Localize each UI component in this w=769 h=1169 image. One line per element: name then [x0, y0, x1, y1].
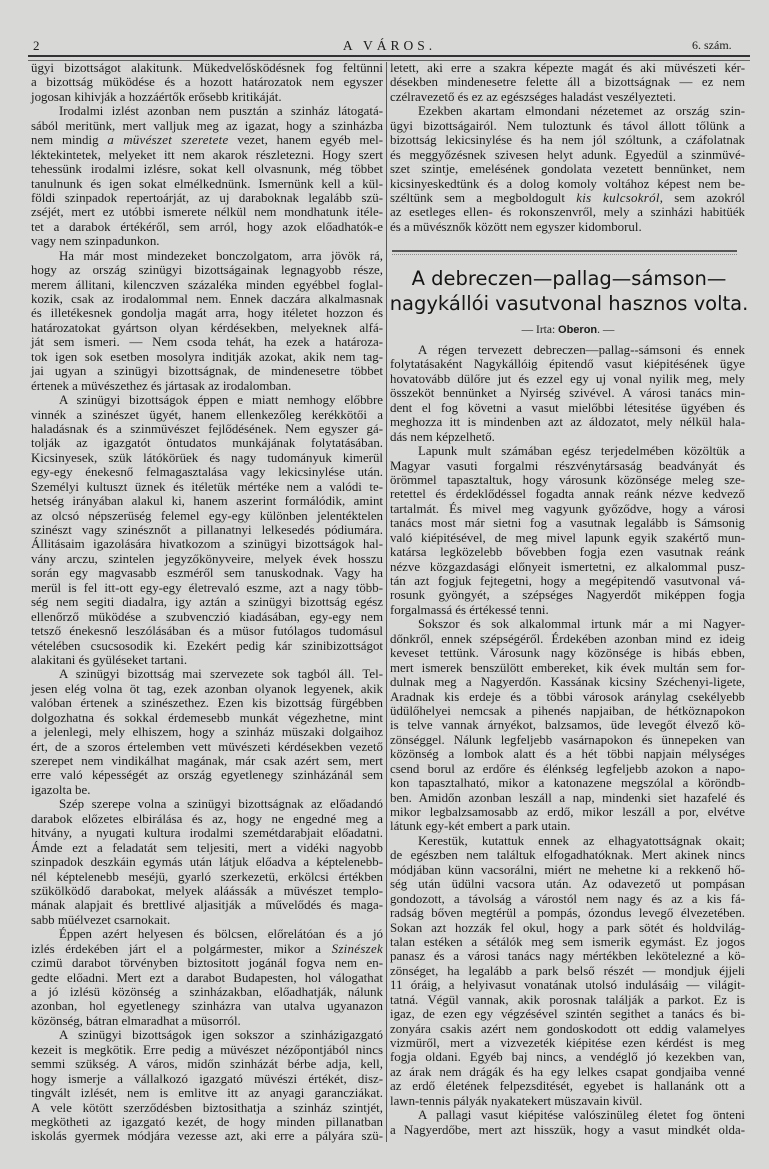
emphasized-text: a müvészet szeretete	[107, 133, 229, 148]
text-line: közönség, bátran elmaradhat a müsorról.	[31, 1013, 241, 1028]
text-line: Lapunk mult számában egész terjedelmében közöltük a	[418, 444, 745, 459]
text-line: során egy magvasabb eszméről sem tanuskodnak. Vagy ha	[31, 566, 383, 581]
text-line: dőnkről, ennek szépségéről. Érdekében azonban mind ez ideig	[390, 631, 745, 646]
text-line: igazolta be.	[31, 782, 91, 797]
text-line: a jó izlésü közönség a szinházakban, előadhatják, nálunk	[31, 985, 383, 999]
text-line: a bizottság müködése és a hozott határozatok nem egyszer	[31, 75, 383, 90]
text-line: merem állitani, kilenczven százaléka minden egyébbel foglal-	[31, 277, 383, 292]
text-line: dolgozhatna és sokkal érdemesebb munkát végezhetne, mint	[31, 710, 383, 725]
text-line: sabb müélvezet csarnokait.	[31, 912, 171, 927]
text-line: Sokan azt hozzák fel okul, hogy a park sötét és holdvilág-	[390, 920, 745, 935]
text-line: az esetleges ellen- és rokonszenvről, mely a szinházi habitüék	[390, 205, 745, 220]
article-title-line: A debreczen—pallag—sámson—	[411, 267, 727, 290]
text-line: ség után üdülni vacsora után. Az odavezető ut pompásan	[390, 877, 745, 892]
paragraph	[390, 61, 745, 104]
paragraph	[31, 1028, 383, 1144]
text-line: való kiépitésével, de meg mivel lapunk egyik szakértő mun-	[390, 530, 745, 545]
text-line: darabok előzetes elbirálása és az, hogy ne engedné meg a	[31, 811, 383, 826]
text-line: szet szintje, emelésének gondolata vezetett bennünket, nem	[390, 162, 745, 177]
paragraph	[31, 393, 383, 667]
text-line: kon tapasztalható, mikor a katonazene megszólal a köröndb-	[390, 776, 745, 791]
text-line: A pallagi vasut kiépitése valószinüleg életet fog önteni	[418, 1108, 745, 1123]
text-line: látunk egy-két embert a park utain.	[390, 819, 571, 834]
byline-prefix: — Irta:	[521, 324, 556, 336]
text-line: üdülőhelyei nemcsak a pihenés napjaiban, de hétköznapokon	[390, 703, 745, 718]
text-line: haladásnak és a szinmüvészet fejlődésének. Nem egyszer gá-	[31, 421, 383, 436]
text-line: csend borul az erdőre és élénkség legfeljebb azokon a napo-	[390, 761, 745, 776]
text-line: széltünk sem a megboldogult kis kulcsokról, sem azokról	[390, 190, 745, 205]
text-line: igaz, de ezen egy végzésével szintén segithet a tanács és bi-	[390, 1007, 745, 1022]
byline-suffix: . —	[597, 324, 615, 336]
text-line: semmi szükség. A város, midőn szinházát bérbe adja, kell,	[31, 1057, 383, 1072]
text-line: hovatovább dülőre jut és ezzel egy uj vonal nyilik meg, mely	[390, 371, 745, 386]
text-line: Állitásaim igazolására hivatkozom a szinügyi bizottságok hal-	[31, 537, 383, 552]
text-line: retettel és érdeklődéssel fogadta annak reánk nézve kedvező	[390, 487, 745, 502]
text-line: megkötheti az igazgató kezét, de hogy minden pillanatban	[31, 1114, 383, 1129]
text-line: A régen tervezett debreczen—pallag--sámsoni és ennek	[418, 343, 745, 357]
text-line: vizmüről, mert a vizvezeték kiépitése ezen kérdést is meg	[390, 1036, 745, 1050]
text-line: Sokszor és sok alkalommal irtunk már a mi Nagyer-	[418, 617, 745, 632]
text-line: és a müvésznők között nem egyszer kidomborul.	[390, 219, 642, 234]
text-line: hetség irányában alakul ki, hanem aszerint formálódik, amint	[31, 494, 383, 509]
text-line: összeköt bennünket a Nyirség szivével. A városi tanács min-	[390, 386, 745, 401]
text-line: gondozott, a távolság a várostól nem nagy és az a kis fá-	[390, 891, 745, 906]
text-line: ját sem ismeri. — Nem csoda tehát, ha ezek a határoza-	[31, 335, 383, 350]
text-line: nézve közgazdasági előnyeit ismertetni, ez alkalommal pusz-	[390, 559, 745, 574]
newspaper-title: A VÁROS.	[342, 38, 437, 53]
text-line: Kerestük, kutattuk ennek az elhagyatottságnak okait;	[418, 833, 745, 848]
text-line: katársa legközelebb bővebben fogja ezen vasutnak reánk	[390, 545, 745, 560]
text-line: talan estéken a sétálók meg sem ismerik egymást. Ez jogos	[390, 934, 745, 949]
text-line: vételében csucsosodik ki. Ezekért pedig kár szinibizottságot	[31, 638, 383, 653]
text-line: lawn-tennis pályák nyakatekert müszavain kivül.	[390, 1093, 643, 1108]
emphasized-text: kis kulcsokról	[576, 190, 660, 205]
text-line: ség nem segiti diadalra, igy aztán a szinügyi bizottság egész	[31, 595, 383, 610]
text-line: az árak nem drágák és ha egy lelkes csapat gondjaiba venné	[390, 1064, 745, 1079]
text-line: ügyi bizottságot alakitunk. Mükedvelősködésnek fog feltünni	[31, 61, 383, 75]
text-line: dulnak meg a Nagyerdőn. Kassának kicsiny Széchenyi-ligete,	[390, 675, 745, 690]
article-separator	[392, 250, 737, 255]
text-line: folytatásaként Nagykállóig épitendő vasut kiépitésének ügye	[390, 357, 745, 372]
text-line: désekben mindenesetre felette áll a bizottságnak — ez nem	[390, 75, 745, 90]
text-line: jesen elég volna öt tag, ezek azonban olyanok legyenek, akik	[31, 681, 383, 696]
text-line: örömmel tapasztaltuk, hogy városunk közönsége meleg sze-	[390, 472, 745, 487]
text-line: is telve vannak árnyékot, balzsamos, üde levegőt élvező kö-	[390, 718, 745, 733]
text-line: földi szinpadok repertoárját, az uj daraboknak legalább szü-	[31, 190, 383, 205]
text-line: A vele kötött szerződésben biztosithatja a szinház szintjét,	[31, 1100, 383, 1115]
issue-number: 6. szám.	[692, 38, 732, 52]
left-column	[31, 61, 383, 1144]
text-line: zönséget, ha legalább a park belső részét — mondjuk éjjeli	[390, 963, 745, 978]
text-line: mának alapjait és brettlivé aljasitják a művelődés és maga-	[31, 898, 383, 913]
text-line: vagy nem szinpadunkon.	[31, 234, 160, 249]
text-line: tatná. Végül vannak, akik porosnak találják a parkot. Ez is	[390, 992, 745, 1007]
paragraph	[390, 104, 745, 234]
text-line: léktekintetek, melyeket itt nem akarok részletezni. Hogy szert	[31, 147, 383, 162]
text-line: az olcsó népszerüség felemel egy-egy különben jelentéktelen	[31, 508, 383, 523]
text-line: de egészben nem találtuk elfogadhatóknak. Mert akinek nincs	[390, 848, 745, 863]
text-line: Személyi kultuszt üznek és itéletük mértéke nem a valódi te-	[31, 479, 383, 494]
text-line: radság bőven megtérül a pompás, ózondus levegő élvezetében.	[390, 906, 745, 921]
paragraph	[31, 797, 383, 927]
text-line: meghozza itt is mindenben azt az áldozatot, mely nélkül hala-	[390, 415, 745, 430]
paragraph	[390, 1108, 745, 1137]
text-line: ellenőrző müködése a szubvenczió kiadásában, egy-egy nem	[31, 609, 383, 624]
text-line: tolják az igazgatót öntudatos munkájának folytatásában.	[31, 436, 383, 451]
paragraph	[31, 667, 383, 797]
text-line: Magyar vasuti forgalmi részvénytársaság beadványát és	[390, 458, 745, 473]
text-line: hitvány, a nyugati kultura irodalmi szemétdarabjait előadatni.	[31, 826, 383, 841]
text-line: Ezekben akartam elmondani nézetemet az ország szin-	[418, 104, 745, 119]
text-line: gedte előadni. Mert ezt a darabot Budapesten, hol válogathat	[31, 970, 383, 985]
text-line: ügyi bizottságairól. Nem tuloztunk és távol állott tőlünk a	[390, 118, 745, 133]
text-line: alakitani és gyüléseket tartani.	[31, 652, 188, 667]
text-line: izlés érdekében járt el a polgármester, mikor a Szinészek	[31, 941, 383, 956]
text-line: panasz és a városi tanács nagy mértékben lekötelezné a kö-	[390, 949, 745, 964]
text-line: zönséggel. Nálunk legfeljebb vasárnapokon és ünnepeken van	[390, 732, 745, 747]
paragraph	[390, 343, 745, 444]
paragraph	[31, 61, 383, 104]
paragraph	[390, 834, 745, 1108]
text-line: tán azt fogjuk fejtegetni, hogy a megépitendő vasutvonal vá-	[390, 574, 745, 588]
text-line: keveset tettünk. Városunk nagy közönsége is hibás ebben,	[390, 646, 745, 661]
text-line: szerepet nem vindikálhat magának, már csak azért sem, mert	[31, 754, 383, 768]
text-line: hogy ismerje a vállalkozó igazgató müvészi értékét, disz-	[31, 1071, 383, 1086]
text-line: nél képtelenebb meséjü, gyarló szerkezetü, erkölcsi értékben	[31, 869, 383, 884]
text-line: mikor legbalzsamosabb az erdő, mikor leszáll a por, elvétve	[390, 805, 745, 819]
text-line: a Nagyerdőbe, mert azt hisszük, hogy a vasut mindkét olda-	[390, 1122, 745, 1137]
text-line: Irodalmi izlést azonban nem pusztán a szinház látogatá-	[59, 104, 383, 119]
text-line: ben. Amidőn azonban leszáll a nap, mindenki siet hazafelé és	[390, 790, 745, 805]
text-line: Ámde ezt a feladatát sem teljesiti, mert a vidéki nagyobb	[31, 840, 383, 855]
text-line: kezeit is megkötik. Erre pedig a müvészet nézőpontjából nincs	[31, 1042, 383, 1057]
text-line: tingvált izlését, nem is emlitve itt az anyagi garancziákat.	[31, 1086, 383, 1101]
text-line: zonyára csakis azért nem gondoskodott ott eddig valamelyes	[390, 1021, 745, 1036]
text-line: mert ismerek benszülött embereket, kik évek multán sem for-	[390, 660, 745, 675]
text-line: valóban értenek a szinészethez. Ezen kis bizottság fürgébben	[31, 696, 383, 711]
text-line: tehessünk irodalmi izlésre, sokat kell olvasnunk, még többet	[31, 162, 383, 177]
text-line: erre való képességét az ország egyetlenegy szinházánál sem	[31, 768, 383, 783]
text-line: sából meritünk, mert valljuk meg az igazat, hogy a szinházba	[31, 118, 383, 133]
text-line: a jelenlegi, mely elhiszem, hogy a szinház müszaki dolgaihoz	[31, 725, 383, 740]
paragraph	[390, 444, 745, 617]
text-line: czélravezető és ez az egészséges haladást veszélyezteti.	[390, 89, 676, 104]
text-line: zséjét, mert ez utóbbi ismerete nélkül nem mondhatunk itéle-	[31, 205, 383, 220]
text-line: és meggyőzésnek szivesen helyt adunk. Egyedül a szinmüvé-	[390, 147, 745, 162]
text-line: vány arczu, szintelen jegyzőkönyveire, melyek évek hosszu	[31, 551, 383, 566]
text-line: czimü darabot törvényben biztositott jogánál fogva nem en-	[31, 956, 383, 971]
text-line: szinészt vagy szinésznőt a pillanatnyi lelkesedés pódiumára.	[31, 523, 383, 537]
text-line: dent el fog követni a vasut mielőbbi létesitése ügyében és	[390, 400, 745, 415]
text-line: jai ugyan a szinügyi bizottságnak, de mindenesetre többet	[31, 364, 383, 379]
text-line: és illetékesnek gondolja magát arra, hogy itéletet hozzon és	[31, 306, 383, 321]
text-line: kicsinyeskedtünk és a dolog komoly voltához képest nem be-	[390, 176, 745, 191]
text-line: Ha már most mindezeket bonczolgatom, arra jövök rá,	[59, 248, 383, 263]
text-line: fogja oldani. Egyéb baj nincs, a vendéglő jó kezekben van,	[390, 1050, 745, 1065]
right-column-continuation	[390, 61, 745, 234]
paragraph	[31, 104, 383, 248]
paragraph	[390, 617, 745, 834]
text-line: A szinügyi bizottságok éppen e miatt nemhogy előbbre	[59, 393, 383, 408]
text-line: Aradnak kis erdeje és a többi városok aránylag csekélyebb	[390, 689, 745, 704]
text-line: tetsző énekesnő leszólásában és a müsor futólagos tudomásul	[31, 624, 383, 639]
text-line: forgalmassá és értékessé tenni.	[390, 602, 549, 617]
page-number: 2	[33, 38, 40, 53]
text-line: Szép szerepe volna a szinügyi bizottságnak az előadandó	[59, 797, 383, 812]
text-line: Éppen azért helyesen és bölcsen, előrelátóan és a jó	[59, 927, 383, 942]
article-title	[389, 266, 749, 316]
byline-author: Oberon	[558, 324, 598, 336]
text-line: kozik, csak az irodalommal nem. Ennek daczára alkalmasnak	[31, 292, 383, 306]
paragraph	[31, 927, 383, 1028]
text-line: módjában künn vacsorálni, miért ne mehetne ki a rekkenő hő-	[390, 862, 745, 877]
text-line: letett, aki erre a szakra képezte magát és aki müvészeti kér-	[390, 61, 745, 75]
text-line: tartalmát. És mivel meg vagyunk győződve, hogy a városi	[390, 501, 745, 516]
text-line: értenek a müvészethez és jártasak az irodalomban.	[31, 378, 292, 393]
emphasized-text: Szinészek	[331, 941, 383, 956]
text-line: egy-egy énekesnő felmagasztalása vagy lekicsinylése után.	[31, 465, 383, 480]
text-line: nem mindig a müvészet szeretete vezet, hanem egyéb mel-	[31, 133, 383, 148]
paragraph	[31, 249, 383, 393]
text-line: tet a darabok értékéről, sem arról, hogy azok előadhatók-e	[31, 219, 383, 234]
text-line: A szinügyi bizottságok igen sokszor a szinházigazgató	[59, 1028, 383, 1043]
text-line: tanács most már sietni fog a vasutnak legalább is Sámsonig	[390, 516, 745, 531]
text-line: bizottság lekicsinylése és ha nem jól szóltunk, a czáfolatnak	[390, 133, 745, 148]
text-line: tanulnunk és igen sokat elmélkednünk. Ismernünk kell a kül-	[31, 176, 383, 191]
text-line: Kicsinyesek, szük látókörüek és nagy tudományuk kimerül	[31, 450, 383, 465]
text-line: 11 óráig, a helyivasut vonatának utolsó indulásáig — világit-	[390, 978, 745, 993]
text-line: A szinügyi bizottság mai szervezete sok tagból áll. Tel-	[59, 667, 383, 682]
text-line: szükölködő darabokat, melyek aláássák a müvészet templo-	[31, 883, 383, 898]
text-line: ért, de a szoros értelemben vett müvészeti kérdésekben vezető	[31, 739, 383, 754]
text-line: azonban, hol egyetlenegy szinházra van utalva ugyanazon	[31, 999, 383, 1014]
text-line: közönség a lombok alatt és a hét többi napjain mélységes	[390, 747, 745, 762]
article-body	[390, 343, 745, 1137]
text-line: dás nem képzelhető.	[390, 429, 495, 444]
text-line: rosunk gyöngyét, a szépséges Nagyerdőt miképpen fogja	[390, 588, 745, 603]
text-line: határozatokat gyártson olyan kérdésekben, melyeknek alfá-	[31, 320, 383, 335]
article-byline	[389, 324, 747, 336]
text-line: iskolás gyermek módjára vezesse azt, aki erre a pályára szü-	[31, 1129, 383, 1144]
column-divider	[386, 62, 387, 1142]
text-line: az erdő életének felpezsditését, egyebet is hallanánk ott a	[390, 1079, 745, 1094]
text-line: szinpadok deszkáin egymás után látjuk előadva a képtelenebb-	[31, 855, 383, 870]
text-line: merül is fel itt-ott egy-egy életrevaló eszme, azt a nagy több-	[31, 580, 383, 595]
article-title-line: nagykállói vasutvonal hasznos volta.	[389, 292, 749, 315]
text-line: hogy az ország szinügyi bizottságainak legnagyobb része,	[31, 263, 383, 278]
text-line: vinnék a szinészet ügyét, hanem ellenkezőleg kerékkötői a	[31, 407, 383, 422]
text-line: tok igen sok esetben mosolyra inditják azokat, akik nem tag-	[31, 349, 383, 364]
text-line: jogosan kihivják a hozzáértők erősebb kritikáját.	[31, 89, 282, 104]
